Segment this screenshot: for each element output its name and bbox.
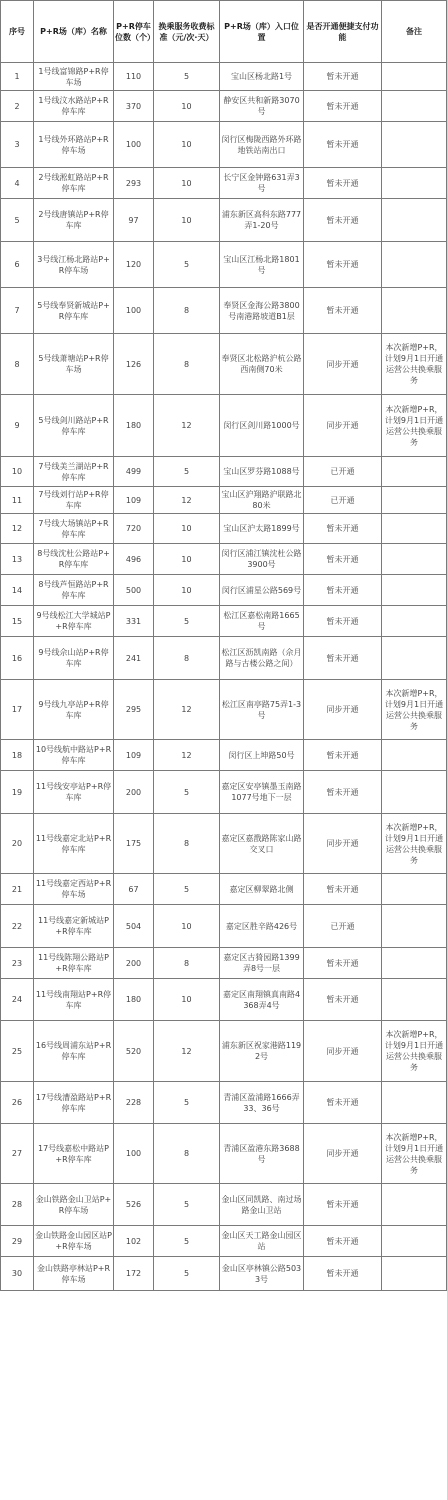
cell-no: 4 (1, 168, 34, 199)
cell-spaces: 175 (114, 814, 154, 874)
cell-fee: 5 (154, 606, 220, 637)
cell-no: 26 (1, 1082, 34, 1124)
cell-note (382, 575, 447, 606)
cell-entrance: 闵行区上坤路50号 (220, 740, 304, 771)
cell-entrance: 金山区同凯路、南过场路金山卫站 (220, 1184, 304, 1226)
cell-no: 19 (1, 771, 34, 814)
cell-no: 24 (1, 979, 34, 1021)
cell-name: 11号线安亭站P+R停车库 (34, 771, 114, 814)
table-row (1, 1184, 447, 1226)
cell-fee: 5 (154, 771, 220, 814)
cell-fee: 8 (154, 814, 220, 874)
cell-note (382, 874, 447, 905)
cell-payment: 同步开通 (304, 814, 382, 874)
cell-entrance: 奉贤区金海公路3800号南港路坡道B1层 (220, 288, 304, 334)
cell-fee: 5 (154, 1226, 220, 1257)
cell-fee: 10 (154, 905, 220, 948)
cell-note (382, 242, 447, 288)
cell-no: 25 (1, 1021, 34, 1082)
table-row (1, 544, 447, 575)
table-row (1, 487, 447, 514)
cell-no: 13 (1, 544, 34, 575)
cell-note (382, 544, 447, 575)
cell-name: 5号线剑川路站P+R停车库 (34, 395, 114, 457)
cell-spaces: 241 (114, 637, 154, 680)
cell-note (382, 91, 447, 122)
cell-note (382, 514, 447, 544)
cell-fee: 8 (154, 637, 220, 680)
cell-spaces: 720 (114, 514, 154, 544)
cell-spaces: 126 (114, 334, 154, 395)
cell-name: 17号线嘉松中路站P+R停车库 (34, 1124, 114, 1184)
table-row (1, 514, 447, 544)
cell-no: 6 (1, 242, 34, 288)
cell-spaces: 520 (114, 1021, 154, 1082)
cell-spaces: 100 (114, 288, 154, 334)
table-row (1, 242, 447, 288)
cell-name: 1号线汶水路站P+R停车库 (34, 91, 114, 122)
cell-no: 9 (1, 395, 34, 457)
table-row (1, 814, 447, 874)
cell-payment: 暂未开通 (304, 514, 382, 544)
table-row (1, 905, 447, 948)
cell-payment: 暂未开通 (304, 168, 382, 199)
cell-note (382, 905, 447, 948)
cell-entrance: 金山区亭林镇公路5033号 (220, 1257, 304, 1291)
table-row (1, 1226, 447, 1257)
cell-note (382, 740, 447, 771)
cell-payment: 暂未开通 (304, 1226, 382, 1257)
cell-no: 18 (1, 740, 34, 771)
cell-note (382, 1257, 447, 1291)
cell-spaces: 331 (114, 606, 154, 637)
cell-spaces: 120 (114, 242, 154, 288)
cell-fee: 10 (154, 575, 220, 606)
cell-entrance: 嘉定区嘉戬路陈家山路交叉口 (220, 814, 304, 874)
cell-name: 16号线周浦东站P+R停车库 (34, 1021, 114, 1082)
cell-name: 2号线淞虹路站P+R停车库 (34, 168, 114, 199)
cell-entrance: 松江区沥凯南路（佘月路与古楼公路之间） (220, 637, 304, 680)
cell-no: 30 (1, 1257, 34, 1291)
cell-note (382, 199, 447, 242)
cell-spaces: 200 (114, 948, 154, 979)
table-row (1, 122, 447, 168)
cell-spaces: 180 (114, 395, 154, 457)
cell-fee: 5 (154, 1082, 220, 1124)
cell-payment: 暂未开通 (304, 91, 382, 122)
cell-name: 11号线南翔站P+R停车库 (34, 979, 114, 1021)
header-entrance: P+R场（库）入口位置 (220, 1, 304, 63)
table-row (1, 457, 447, 487)
cell-name: 5号线萧塘站P+R停车场 (34, 334, 114, 395)
cell-payment: 暂未开通 (304, 874, 382, 905)
cell-payment: 同步开通 (304, 680, 382, 740)
cell-note (382, 457, 447, 487)
cell-fee: 12 (154, 740, 220, 771)
cell-no: 17 (1, 680, 34, 740)
cell-note: 本次新增P+R，计划9月1日开通运营公共换乘服务 (382, 395, 447, 457)
cell-name: 8号线芦恒路站P+R停车库 (34, 575, 114, 606)
cell-payment: 暂未开通 (304, 544, 382, 575)
cell-entrance: 浦东新区祝家港路1192号 (220, 1021, 304, 1082)
cell-spaces: 180 (114, 979, 154, 1021)
table-row (1, 575, 447, 606)
cell-name: 金山铁路亭林站P+R停车场 (34, 1257, 114, 1291)
cell-name: 9号线松江大学城站P+R停车库 (34, 606, 114, 637)
cell-no: 10 (1, 457, 34, 487)
cell-entrance: 宝山区沪太路1899号 (220, 514, 304, 544)
table-row (1, 168, 447, 199)
cell-name: 11号线陈翔公路站P+R停车库 (34, 948, 114, 979)
cell-no: 7 (1, 288, 34, 334)
cell-spaces: 110 (114, 63, 154, 91)
cell-fee: 8 (154, 288, 220, 334)
table-body (1, 63, 447, 1291)
table-row (1, 288, 447, 334)
cell-payment: 已开通 (304, 905, 382, 948)
cell-payment: 暂未开通 (304, 1184, 382, 1226)
cell-payment: 暂未开通 (304, 122, 382, 168)
cell-name: 11号线嘉定新城站P+R停车库 (34, 905, 114, 948)
cell-fee: 5 (154, 874, 220, 905)
cell-no: 8 (1, 334, 34, 395)
cell-fee: 12 (154, 487, 220, 514)
cell-payment: 暂未开通 (304, 979, 382, 1021)
cell-fee: 10 (154, 122, 220, 168)
cell-payment: 暂未开通 (304, 1082, 382, 1124)
table-row (1, 874, 447, 905)
cell-spaces: 67 (114, 874, 154, 905)
cell-name: 8号线沈杜公路站P+R停车库 (34, 544, 114, 575)
cell-no: 22 (1, 905, 34, 948)
cell-spaces: 526 (114, 1184, 154, 1226)
table-row (1, 680, 447, 740)
cell-payment: 暂未开通 (304, 606, 382, 637)
cell-spaces: 109 (114, 740, 154, 771)
cell-fee: 10 (154, 544, 220, 575)
cell-spaces: 102 (114, 1226, 154, 1257)
cell-spaces: 100 (114, 122, 154, 168)
cell-note (382, 606, 447, 637)
cell-payment: 暂未开通 (304, 242, 382, 288)
cell-no: 11 (1, 487, 34, 514)
cell-fee: 10 (154, 168, 220, 199)
cell-entrance: 长宁区金钟路631弄3号 (220, 168, 304, 199)
table-row (1, 740, 447, 771)
cell-name: 5号线奉贤新城站P+R停车库 (34, 288, 114, 334)
cell-fee: 8 (154, 1124, 220, 1184)
cell-note (382, 168, 447, 199)
cell-no: 20 (1, 814, 34, 874)
cell-note: 本次新增P+R，计划9月1日开通运营公共换乘服务 (382, 1021, 447, 1082)
table-row (1, 395, 447, 457)
cell-note (382, 771, 447, 814)
table-row (1, 199, 447, 242)
table-row (1, 1124, 447, 1184)
header-row (1, 1, 447, 63)
cell-entrance: 松江区南亭路75弄1-3号 (220, 680, 304, 740)
cell-no: 5 (1, 199, 34, 242)
cell-note (382, 1226, 447, 1257)
cell-entrance: 闵行区梅陇西路外环路地铁站南出口 (220, 122, 304, 168)
cell-payment: 已开通 (304, 457, 382, 487)
cell-entrance: 松江区嘉松南路1665号 (220, 606, 304, 637)
cell-entrance: 嘉定区南翔镇真南路4368弄4号 (220, 979, 304, 1021)
cell-entrance: 奉贤区北松路沪杭公路西南侧70米 (220, 334, 304, 395)
cell-note (382, 487, 447, 514)
table-row (1, 1082, 447, 1124)
cell-fee: 10 (154, 514, 220, 544)
cell-fee: 10 (154, 979, 220, 1021)
cell-no: 15 (1, 606, 34, 637)
table-row (1, 91, 447, 122)
cell-payment: 同步开通 (304, 334, 382, 395)
cell-no: 12 (1, 514, 34, 544)
cell-spaces: 100 (114, 1124, 154, 1184)
cell-payment: 暂未开通 (304, 288, 382, 334)
cell-no: 21 (1, 874, 34, 905)
cell-payment: 暂未开通 (304, 1257, 382, 1291)
cell-payment: 同步开通 (304, 1124, 382, 1184)
cell-no: 14 (1, 575, 34, 606)
cell-no: 2 (1, 91, 34, 122)
cell-no: 27 (1, 1124, 34, 1184)
cell-payment: 暂未开通 (304, 948, 382, 979)
header-payment: 是否开通便捷支付功能 (304, 1, 382, 63)
header-name: P+R场（库）名称 (34, 1, 114, 63)
cell-fee: 10 (154, 91, 220, 122)
cell-name: 10号线航中路站P+R停车库 (34, 740, 114, 771)
table-row (1, 1021, 447, 1082)
cell-name: 11号线嘉定北站P+R停车库 (34, 814, 114, 874)
cell-name: 7号线刘行站P+R停车库 (34, 487, 114, 514)
cell-note (382, 122, 447, 168)
cell-note: 本次新增P+R，计划9月1日开通运营公共换乘服务 (382, 814, 447, 874)
cell-spaces: 97 (114, 199, 154, 242)
cell-name: 3号线江杨北路站P+R停车场 (34, 242, 114, 288)
cell-no: 23 (1, 948, 34, 979)
table-row (1, 637, 447, 680)
cell-spaces: 499 (114, 457, 154, 487)
cell-payment: 暂未开通 (304, 199, 382, 242)
cell-note (382, 979, 447, 1021)
table-row (1, 771, 447, 814)
cell-entrance: 浦东新区高科东路777弄1-20号 (220, 199, 304, 242)
cell-name: 17号线漕盈路站P+R停车库 (34, 1082, 114, 1124)
table-row (1, 979, 447, 1021)
table-row (1, 948, 447, 979)
cell-entrance: 嘉定区古猗园路1399弄8号一层 (220, 948, 304, 979)
cell-fee: 5 (154, 1184, 220, 1226)
cell-entrance: 宝山区罗芬路1088号 (220, 457, 304, 487)
table-row (1, 1257, 447, 1291)
cell-name: 9号线佘山站P+R停车库 (34, 637, 114, 680)
cell-no: 16 (1, 637, 34, 680)
cell-note: 本次新增P+R，计划9月1日开通运营公共换乘服务 (382, 334, 447, 395)
cell-spaces: 500 (114, 575, 154, 606)
cell-payment: 同步开通 (304, 1021, 382, 1082)
cell-name: 7号线大场镇站P+R停车库 (34, 514, 114, 544)
cell-spaces: 172 (114, 1257, 154, 1291)
table-row (1, 334, 447, 395)
cell-fee: 10 (154, 199, 220, 242)
cell-note (382, 288, 447, 334)
cell-name: 金山铁路金山园区站P+R停车场 (34, 1226, 114, 1257)
cell-fee: 5 (154, 242, 220, 288)
cell-entrance: 嘉定区胜辛路426号 (220, 905, 304, 948)
cell-note (382, 637, 447, 680)
cell-fee: 5 (154, 63, 220, 91)
cell-payment: 暂未开通 (304, 63, 382, 91)
cell-fee: 5 (154, 1257, 220, 1291)
cell-note (382, 1082, 447, 1124)
cell-note (382, 63, 447, 91)
cell-payment: 暂未开通 (304, 740, 382, 771)
cell-name: 金山铁路金山卫站P+R停车场 (34, 1184, 114, 1226)
cell-entrance: 宝山区沪翔路沪联路北80米 (220, 487, 304, 514)
cell-entrance: 闵行区浦江镇沈杜公路3900号 (220, 544, 304, 575)
cell-spaces: 496 (114, 544, 154, 575)
cell-entrance: 嘉定区柳翠路北侧 (220, 874, 304, 905)
cell-fee: 5 (154, 457, 220, 487)
cell-fee: 12 (154, 1021, 220, 1082)
cell-name: 11号线嘉定西站P+R停车场 (34, 874, 114, 905)
cell-entrance: 闵行区浦星公路569号 (220, 575, 304, 606)
cell-spaces: 504 (114, 905, 154, 948)
cell-fee: 12 (154, 680, 220, 740)
header-no: 序号 (1, 1, 34, 63)
cell-name: 1号线外环路站P+R停车场 (34, 122, 114, 168)
cell-spaces: 293 (114, 168, 154, 199)
cell-entrance: 闵行区剑川路1000号 (220, 395, 304, 457)
header-fee: 换乘服务收费标准（元/次·天） (154, 1, 220, 63)
cell-entrance: 嘉定区安亭镇墨玉南路1077号地下一层 (220, 771, 304, 814)
cell-payment: 暂未开通 (304, 575, 382, 606)
cell-entrance: 宝山区江杨北路1801号 (220, 242, 304, 288)
cell-no: 3 (1, 122, 34, 168)
cell-payment: 已开通 (304, 487, 382, 514)
cell-name: 9号线九亭站P+R停车库 (34, 680, 114, 740)
cell-payment: 暂未开通 (304, 771, 382, 814)
cell-fee: 12 (154, 395, 220, 457)
cell-payment: 同步开通 (304, 395, 382, 457)
cell-no: 29 (1, 1226, 34, 1257)
cell-entrance: 青浦区盈港东路3688号 (220, 1124, 304, 1184)
cell-spaces: 109 (114, 487, 154, 514)
cell-note (382, 1184, 447, 1226)
cell-name: 7号线美兰湖站P+R停车库 (34, 457, 114, 487)
cell-fee: 8 (154, 334, 220, 395)
cell-spaces: 200 (114, 771, 154, 814)
header-note: 备注 (382, 1, 447, 63)
cell-name: 2号线唐镇站P+R停车库 (34, 199, 114, 242)
cell-payment: 暂未开通 (304, 637, 382, 680)
cell-note: 本次新增P+R，计划9月1日开通运营公共换乘服务 (382, 680, 447, 740)
cell-no: 1 (1, 63, 34, 91)
cell-fee: 8 (154, 948, 220, 979)
cell-entrance: 金山区天工路金山园区站 (220, 1226, 304, 1257)
cell-spaces: 228 (114, 1082, 154, 1124)
header-spaces: P+R停车位数（个） (114, 1, 154, 63)
cell-spaces: 370 (114, 91, 154, 122)
cell-entrance: 青浦区盈浦路1666弄33、36号 (220, 1082, 304, 1124)
table-row (1, 63, 447, 91)
cell-name: 1号线富锦路P+R停车场 (34, 63, 114, 91)
cell-note (382, 948, 447, 979)
cell-entrance: 宝山区杨北路1号 (220, 63, 304, 91)
cell-no: 28 (1, 1184, 34, 1226)
cell-note: 本次新增P+R，计划9月1日开通运营公共换乘服务 (382, 1124, 447, 1184)
table-row (1, 606, 447, 637)
cell-entrance: 静安区共和新路3070号 (220, 91, 304, 122)
cell-spaces: 295 (114, 680, 154, 740)
